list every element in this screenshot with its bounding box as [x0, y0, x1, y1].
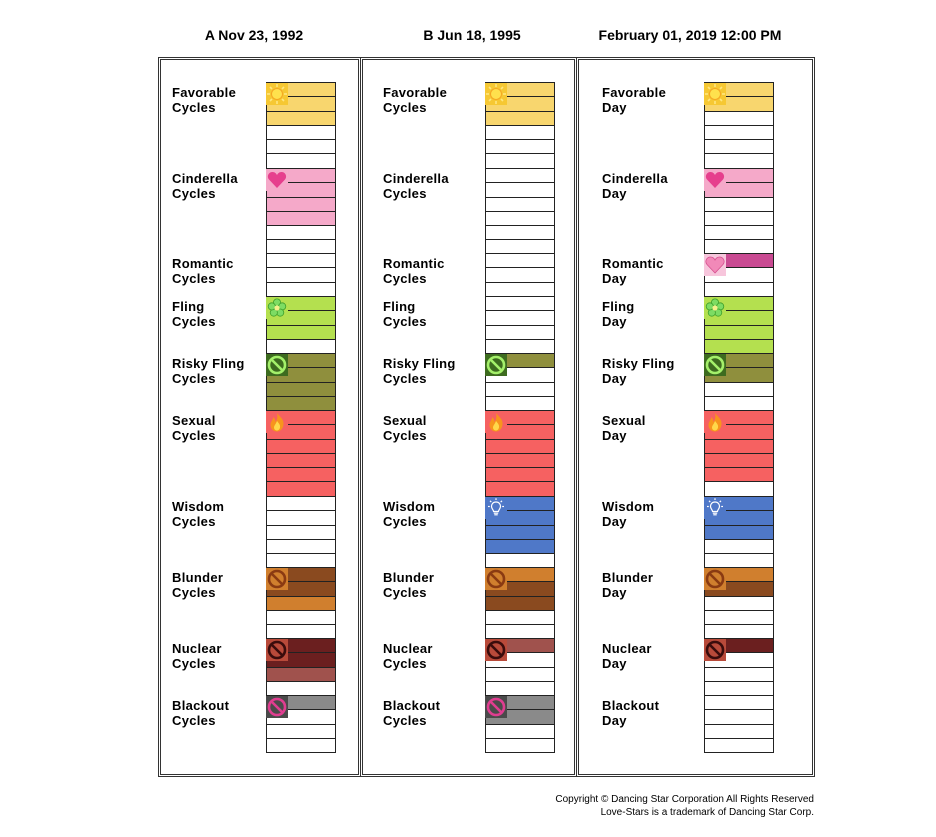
- cycle-cell: [486, 239, 554, 253]
- wisdom-subtitle: Day: [602, 514, 627, 529]
- wisdom-title: Wisdom: [383, 499, 436, 514]
- no-sign-pink-icon: [266, 696, 288, 718]
- cycle-cell: [705, 439, 773, 453]
- fling-title: Fling: [172, 299, 205, 314]
- fling-label: [383, 299, 427, 329]
- romantic-subtitle: Cycles: [383, 271, 427, 286]
- no-sign-green-icon: [266, 354, 288, 376]
- cycle-cell: [705, 225, 773, 239]
- blunder-subtitle: Cycles: [383, 585, 427, 600]
- fling-cycle-strip: [485, 296, 555, 354]
- cycle-cell: [486, 396, 554, 410]
- favorable-label: [602, 85, 666, 115]
- cycle-cell: [705, 453, 773, 467]
- cycle-cell: [267, 624, 335, 638]
- cycle-cell: [486, 310, 554, 324]
- blunder-title: Blunder: [383, 570, 435, 585]
- cycle-cell: [705, 667, 773, 681]
- fling-title: Fling: [602, 299, 635, 314]
- favorable-title: Favorable: [172, 85, 237, 100]
- cycle-cell: [705, 197, 773, 211]
- blunder-subtitle: Cycles: [172, 585, 216, 600]
- copyright-notice: [555, 793, 814, 819]
- cycle-cell: [705, 724, 773, 738]
- cycle-cell: [267, 439, 335, 453]
- cycle-cell: [267, 125, 335, 139]
- romantic-subtitle: Cycles: [172, 271, 216, 286]
- cycle-cell: [486, 182, 554, 196]
- cycle-cell: [267, 325, 335, 339]
- no-sign-brown-icon: [485, 568, 507, 590]
- cycle-cell: [486, 267, 554, 281]
- cinderella-subtitle: Day: [602, 186, 627, 201]
- cycle-cell: [486, 525, 554, 539]
- trademark-line: Love-Stars is a trademark of Dancing Star Corp.: [600, 807, 814, 818]
- cycle-cell: [486, 296, 554, 310]
- no-sign-dark-icon: [266, 639, 288, 661]
- fling-subtitle: Day: [602, 314, 627, 329]
- cycle-cell: [267, 382, 335, 396]
- cycle-cell: [486, 125, 554, 139]
- romantic-label: [602, 256, 664, 286]
- risky-fling-title: Risky Fling: [383, 356, 456, 371]
- nuclear-title: Nuclear: [383, 641, 433, 656]
- cycle-cell: [486, 467, 554, 481]
- romantic-label: [172, 256, 234, 286]
- cycle-cell: [705, 396, 773, 410]
- sun-icon: [266, 83, 288, 105]
- cycle-cell: [486, 667, 554, 681]
- cinderella-cycle-strip: [485, 168, 555, 255]
- risky-fling-title: Risky Fling: [172, 356, 245, 371]
- blackout-subtitle: Cycles: [172, 713, 216, 728]
- cinderella-title: Cinderella: [602, 171, 668, 186]
- sexual-title: Sexual: [172, 413, 216, 428]
- sun-icon: [485, 83, 507, 105]
- sexual-title: Sexual: [602, 413, 646, 428]
- cycle-cell: [705, 282, 773, 296]
- no-sign-pink-icon: [485, 696, 507, 718]
- cycle-cell: [705, 553, 773, 567]
- wisdom-title: Wisdom: [172, 499, 225, 514]
- cycle-cell: [486, 253, 554, 267]
- blackout-subtitle: Cycles: [383, 713, 427, 728]
- wisdom-cycle-strip: [266, 496, 336, 568]
- cycle-cell: [267, 481, 335, 495]
- blunder-label: [383, 570, 434, 600]
- cycle-cell: [267, 510, 335, 524]
- sun-icon: [704, 83, 726, 105]
- cycle-cell: [705, 738, 773, 752]
- cycle-cell: [267, 211, 335, 225]
- flame-icon: [266, 411, 288, 433]
- cycle-cell: [486, 382, 554, 396]
- cycle-cell: [267, 339, 335, 353]
- romantic-subtitle: Day: [602, 271, 627, 286]
- cycle-cell: [486, 481, 554, 495]
- cycle-cell: [705, 211, 773, 225]
- cycle-cell: [267, 453, 335, 467]
- cycle-cell: [267, 153, 335, 167]
- fling-subtitle: Cycles: [172, 314, 216, 329]
- cycle-cell: [486, 339, 554, 353]
- cinderella-title: Cinderella: [172, 171, 238, 186]
- blunder-title: Blunder: [172, 570, 224, 585]
- cycle-cell: [705, 525, 773, 539]
- wisdom-title: Wisdom: [602, 499, 655, 514]
- blackout-subtitle: Day: [602, 713, 627, 728]
- nuclear-subtitle: Cycles: [172, 656, 216, 671]
- cinderella-title: Cinderella: [383, 171, 449, 186]
- blunder-label: [602, 570, 653, 600]
- blackout-title: Blackout: [172, 698, 230, 713]
- cycle-cell: [267, 225, 335, 239]
- cycle-cell: [705, 610, 773, 624]
- cycle-cell: [486, 439, 554, 453]
- cycle-cell: [486, 139, 554, 153]
- cycle-cell: [705, 596, 773, 610]
- romantic-title: Romantic: [172, 256, 234, 271]
- favorable-label: [383, 85, 447, 115]
- cycle-cell: [267, 197, 335, 211]
- sexual-label: [383, 413, 427, 443]
- fling-title: Fling: [383, 299, 416, 314]
- cycle-cell: [705, 481, 773, 495]
- favorable-title: Favorable: [602, 85, 667, 100]
- blunder-subtitle: Day: [602, 585, 627, 600]
- cinderella-label: [172, 171, 238, 201]
- favorable-label: [172, 85, 236, 115]
- romantic-title: Romantic: [602, 256, 664, 271]
- cycle-cell: [486, 553, 554, 567]
- cycle-cell: [267, 139, 335, 153]
- blackout-cycle-strip: [704, 695, 774, 753]
- nuclear-label: [172, 641, 222, 671]
- heart-icon: [266, 169, 288, 191]
- fling-label: [172, 299, 216, 329]
- nuclear-subtitle: Day: [602, 656, 627, 671]
- cycle-cell: [486, 168, 554, 182]
- column-header: February 01, 2019 12:00 PM: [598, 27, 782, 43]
- nuclear-title: Nuclear: [602, 641, 652, 656]
- no-sign-green-icon: [485, 354, 507, 376]
- sexual-title: Sexual: [383, 413, 427, 428]
- risky-fling-subtitle: Cycles: [172, 371, 216, 386]
- cycle-cell: [486, 738, 554, 752]
- favorable-subtitle: Day: [602, 100, 627, 115]
- cycle-cell: [267, 738, 335, 752]
- no-sign-brown-icon: [704, 568, 726, 590]
- cycle-cell: [486, 111, 554, 125]
- romantic-cycle-strip: [485, 253, 555, 297]
- blackout-label: [383, 698, 440, 728]
- column-header: B Jun 18, 1995: [423, 27, 521, 43]
- cycle-cell: [486, 225, 554, 239]
- bulb-icon: [485, 497, 507, 519]
- cycle-cell: [486, 624, 554, 638]
- sexual-label: [602, 413, 646, 443]
- cycle-cell: [267, 239, 335, 253]
- no-sign-green-icon: [704, 354, 726, 376]
- romantic-label: [383, 256, 445, 286]
- blunder-label: [172, 570, 223, 600]
- cycle-cell: [705, 339, 773, 353]
- cycle-cell: [486, 453, 554, 467]
- cycle-cell: [486, 724, 554, 738]
- cycle-cell: [705, 239, 773, 253]
- cycle-cell: [486, 211, 554, 225]
- wisdom-subtitle: Cycles: [383, 514, 427, 529]
- risky-fling-subtitle: Day: [602, 371, 627, 386]
- blunder-title: Blunder: [602, 570, 654, 585]
- cycle-cell: [486, 197, 554, 211]
- cycle-cell: [705, 624, 773, 638]
- risky-fling-subtitle: Cycles: [383, 371, 427, 386]
- cycle-cell: [705, 153, 773, 167]
- heart-light-icon: [704, 254, 726, 276]
- heart-icon: [704, 169, 726, 191]
- flower-icon: [266, 297, 288, 319]
- wisdom-label: [383, 499, 435, 529]
- cycle-cell: [705, 695, 773, 709]
- cycle-cell: [267, 253, 335, 267]
- cycle-cell: [267, 724, 335, 738]
- cycle-cell: [486, 282, 554, 296]
- nuclear-subtitle: Cycles: [383, 656, 427, 671]
- risky-fling-label: [383, 356, 456, 386]
- wisdom-subtitle: Cycles: [172, 514, 216, 529]
- flower-icon: [704, 297, 726, 319]
- wisdom-label: [602, 499, 654, 529]
- cycle-cell: [486, 596, 554, 610]
- cycle-cell: [486, 610, 554, 624]
- romantic-cycle-strip: [266, 253, 336, 297]
- cycle-cell: [267, 553, 335, 567]
- nuclear-title: Nuclear: [172, 641, 222, 656]
- flame-icon: [704, 411, 726, 433]
- bulb-icon: [704, 497, 726, 519]
- cycle-cell: [267, 596, 335, 610]
- cycle-cell: [486, 539, 554, 553]
- copyright-line: Copyright © Dancing Star Corporation All Rights Reserved: [555, 794, 814, 805]
- cycle-cell: [267, 267, 335, 281]
- cinderella-subtitle: Cycles: [383, 186, 427, 201]
- favorable-subtitle: Cycles: [383, 100, 427, 115]
- cycle-cell: [705, 111, 773, 125]
- sexual-subtitle: Cycles: [172, 428, 216, 443]
- cycle-cell: [486, 681, 554, 695]
- cinderella-label: [602, 171, 668, 201]
- cycle-cell: [705, 709, 773, 723]
- blackout-title: Blackout: [383, 698, 441, 713]
- favorable-subtitle: Cycles: [172, 100, 216, 115]
- cycle-cell: [705, 139, 773, 153]
- cycle-cell: [267, 525, 335, 539]
- cycle-cell: [705, 467, 773, 481]
- blackout-label: [172, 698, 229, 728]
- fling-subtitle: Cycles: [383, 314, 427, 329]
- blackout-title: Blackout: [602, 698, 660, 713]
- column-header: A Nov 23, 1992: [204, 27, 304, 43]
- cycle-cell: [267, 282, 335, 296]
- fling-label: [602, 299, 635, 329]
- cycle-cell: [486, 325, 554, 339]
- cycle-cell: [486, 153, 554, 167]
- cycle-cell: [705, 539, 773, 553]
- sexual-subtitle: Cycles: [383, 428, 427, 443]
- risky-fling-label: [602, 356, 675, 386]
- cycle-cell: [267, 681, 335, 695]
- romantic-title: Romantic: [383, 256, 445, 271]
- cycle-cell: [267, 610, 335, 624]
- no-sign-dark-icon: [704, 639, 726, 661]
- cycle-cell: [267, 467, 335, 481]
- cycle-cell: [267, 111, 335, 125]
- risky-fling-title: Risky Fling: [602, 356, 675, 371]
- cycle-cell: [267, 496, 335, 510]
- cycle-cell: [267, 396, 335, 410]
- sexual-label: [172, 413, 216, 443]
- cinderella-label: [383, 171, 449, 201]
- favorable-title: Favorable: [383, 85, 448, 100]
- flame-icon: [485, 411, 507, 433]
- cycle-cell: [705, 125, 773, 139]
- no-sign-dark-icon: [485, 639, 507, 661]
- no-sign-brown-icon: [266, 568, 288, 590]
- risky-fling-label: [172, 356, 245, 386]
- cycle-cell: [705, 681, 773, 695]
- cycle-cell: [705, 382, 773, 396]
- cinderella-subtitle: Cycles: [172, 186, 216, 201]
- blackout-label: [602, 698, 659, 728]
- cycle-cell: [267, 667, 335, 681]
- nuclear-label: [383, 641, 433, 671]
- cycle-cell: [705, 325, 773, 339]
- wisdom-label: [172, 499, 224, 529]
- sexual-subtitle: Day: [602, 428, 627, 443]
- cycle-cell: [267, 539, 335, 553]
- nuclear-label: [602, 641, 652, 671]
